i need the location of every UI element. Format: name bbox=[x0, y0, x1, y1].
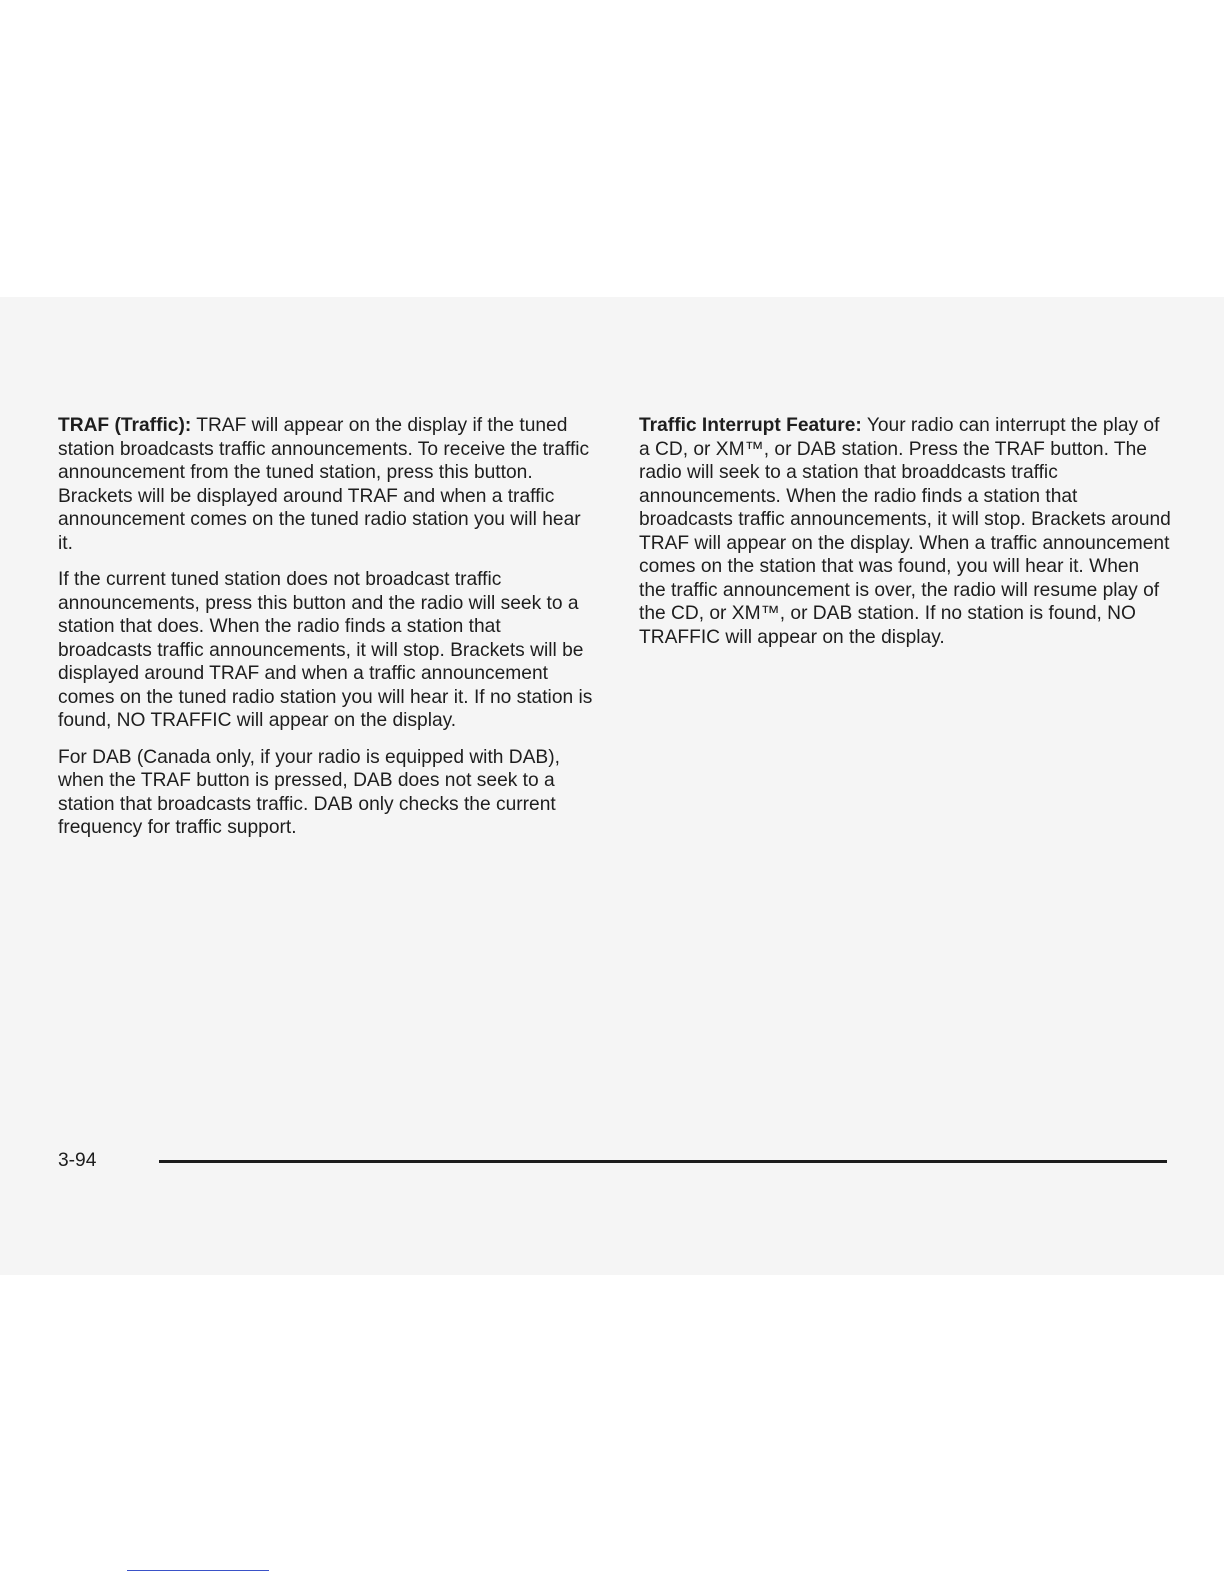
traf-paragraph bbox=[58, 414, 598, 555]
bottom-link-line bbox=[127, 1570, 269, 1571]
left-column bbox=[58, 414, 598, 853]
traffic-interrupt-paragraph bbox=[639, 414, 1171, 649]
dab-paragraph: For DAB (Canada only, if your radio is equipped with DAB), when the TRAF button is pressed, DAB does not seek to a station that broadcasts traffic. DAB only checks the current frequency for traffic support. bbox=[58, 746, 560, 838]
right-column bbox=[639, 414, 1171, 662]
traf-heading: TRAF (Traffic): bbox=[58, 415, 192, 436]
page-number: 3-94 bbox=[58, 1150, 97, 1171]
no-traffic-paragraph: If the current tuned station does not broadcast traffic announcements, press this button and the radio will seek to a station that does. When the radio finds a station that broadcasts traffic announcements, it will stop. Brackets will be displayed around TRAF and when a traffic announcement comes on the tuned radio station you will hear it. If no station is found, NO TRAFFIC will appear on the display. bbox=[58, 569, 593, 731]
traffic-interrupt-heading: Traffic Interrupt Feature: bbox=[639, 415, 862, 436]
traffic-interrupt-text: Your radio can interrupt the play of a CD, or XM™, or DAB station. Press the TRAF button. The radio will seek to a station that broaddcasts traffic announcements. When the radio finds a station that broadcasts traffic announcements, it will stop. Brackets around TRAF will appear on the display. When a traffic announcement comes on the station that was found, you will hear it. When the traffic announcement is over, the radio will resume play of the CD, or XM™, or DAB station. If no station is found, NO TRAFFIC will appear on the display. bbox=[639, 415, 1171, 648]
traf-text: TRAF will appear on the display if the tuned station broadcasts traffic announcements. To receive the traffic announcement from the tuned station, press this button. Brackets will be displayed around TRAF and when a traffic announcement comes on the tuned radio station you will hear it. bbox=[58, 415, 590, 554]
footer-rule bbox=[159, 1160, 1167, 1163]
